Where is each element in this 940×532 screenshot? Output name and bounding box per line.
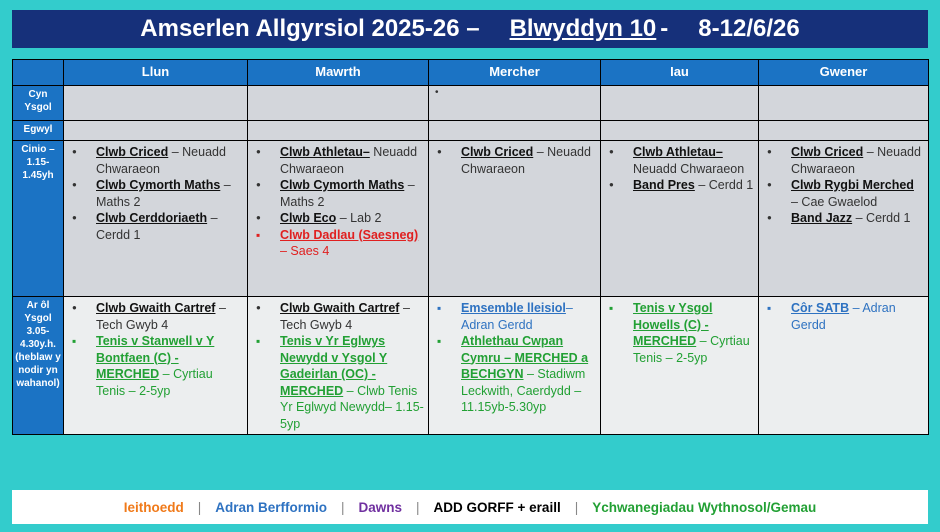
- row-ar-ol-ysgol: [13, 297, 929, 435]
- club-name: Athlethau Cwpan Cymru – MERCHED a BECHGYN: [461, 334, 589, 381]
- cell: [64, 86, 248, 121]
- cell: [429, 86, 601, 121]
- bullet-icon: ●: [72, 213, 77, 222]
- activity-list: [252, 300, 424, 432]
- club-name: Band Jazz: [791, 211, 853, 225]
- club-location: – Neuadd Chwaraeon: [461, 145, 591, 176]
- activity-list: [605, 300, 754, 366]
- cell: [601, 141, 759, 297]
- cell: [759, 297, 929, 435]
- bullet-icon: ●: [767, 180, 772, 189]
- activity-item: [252, 210, 424, 227]
- activity-list: [68, 300, 243, 399]
- legend-item: Ychwanegiadau Wythnosol/Gemau: [592, 499, 817, 515]
- club-location: – Adran Gerdd: [461, 301, 573, 332]
- legend-separator: |: [341, 499, 345, 515]
- legend-item: Dawns: [358, 499, 403, 515]
- club-name: Clwb Gwaith Cartref: [280, 301, 400, 315]
- cell: [64, 141, 248, 297]
- activity-item: [252, 177, 424, 210]
- club-name: Clwb Criced: [96, 145, 169, 159]
- club-location: Neuadd Chwaraeon: [280, 145, 418, 176]
- club-name: Clwb Athletau–: [633, 145, 723, 159]
- row-egwyl: [13, 121, 929, 141]
- club-location: – Cae Gwaelod: [791, 194, 878, 209]
- club-location: – Cyrtiau Tenis – 2-5yp: [633, 334, 750, 365]
- club-location: – Adran Gerdd: [791, 301, 896, 332]
- bullet-icon: ●: [437, 147, 442, 156]
- activity-item: [68, 144, 243, 177]
- bullet-icon: ▪: [437, 334, 442, 348]
- bullet-icon: ▪: [767, 301, 772, 315]
- activity-item: [68, 300, 243, 333]
- bullet-icon: ●: [609, 147, 614, 156]
- activity-item: [433, 144, 596, 177]
- week-dates: 8-12/6/26: [698, 15, 800, 42]
- row-label: Egwyl: [13, 121, 64, 141]
- club-name: Emsemble lleisiol: [461, 301, 566, 315]
- bullet-icon: ●: [256, 147, 261, 156]
- activity-item: [763, 144, 924, 177]
- club-location: – Cerdd 1: [694, 178, 754, 192]
- cell: [248, 141, 429, 297]
- club-location: – Maths 2: [280, 178, 415, 209]
- bullet-icon: ▪: [72, 334, 77, 348]
- bullet-icon: ▪: [609, 301, 614, 315]
- cell: [429, 297, 601, 435]
- bullet-mark: •: [435, 87, 439, 98]
- activity-item: [68, 177, 243, 210]
- club-location: – Cerdd 1: [96, 211, 218, 242]
- club-location: – Neuadd Chwaraeon: [791, 145, 921, 176]
- activity-item: [68, 210, 243, 243]
- activity-item: [252, 227, 424, 260]
- page-title: Amserlen Allgyrsiol 2025-26 –: [140, 15, 480, 42]
- activity-item: [252, 300, 424, 333]
- cell: [759, 121, 929, 141]
- club-name: Clwb Athletau–: [280, 145, 370, 159]
- club-location: Neuadd Chwaraeon: [633, 161, 745, 176]
- club-location: – Neuadd Chwaraeon: [96, 145, 226, 176]
- cell: [64, 297, 248, 435]
- legend: [12, 490, 928, 524]
- club-location: – Clwb Tenis Yr Eglwyd Newydd– 1.15-5yp: [280, 383, 424, 431]
- club-location: – Lab 2: [336, 211, 382, 225]
- club-location: – Tech Gwyb 4: [96, 301, 226, 332]
- club-name: Clwb Cymorth Maths: [280, 178, 405, 192]
- bullet-icon: ●: [72, 180, 77, 189]
- club-name: Côr SATB: [791, 301, 850, 315]
- cell: [759, 86, 929, 121]
- day-header-row: [13, 60, 929, 86]
- club-name: Clwb Criced: [461, 145, 534, 159]
- cell: [248, 86, 429, 121]
- cell: [429, 141, 601, 297]
- bullet-icon: ●: [256, 303, 261, 312]
- club-name: Band Pres: [633, 178, 695, 192]
- row-cyn-ysgol: [13, 86, 929, 121]
- activity-item: [605, 300, 754, 366]
- club-name: Clwb Eco: [280, 211, 337, 225]
- club-name: Clwb Cerddoriaeth: [96, 211, 208, 225]
- club-name: Clwb Dadlau (Saesneg): [280, 227, 419, 242]
- activity-item: [605, 144, 754, 177]
- cell: [601, 86, 759, 121]
- title-dash: -: [660, 15, 669, 42]
- day-header: Mercher: [429, 60, 601, 86]
- year-group: Blwyddyn 10: [509, 15, 657, 42]
- activity-list: [433, 144, 596, 177]
- activity-item: [605, 177, 754, 194]
- bullet-icon: ●: [72, 303, 77, 312]
- corner-cell: [13, 60, 64, 86]
- bullet-icon: ●: [609, 180, 614, 189]
- bullet-icon: ●: [72, 147, 77, 156]
- club-name: Tenis v Ysgol Howells (C) - MERCHED: [633, 301, 713, 348]
- activity-list: [68, 144, 243, 243]
- day-header: Iau: [601, 60, 759, 86]
- row-label: Ar ôl Ysgol 3.05-4.30y.h. (heblaw y nodir yn wahanol): [13, 297, 64, 435]
- activity-list: [433, 300, 596, 416]
- cell: [601, 121, 759, 141]
- activity-list: [763, 300, 924, 333]
- legend-item: Ieithoedd: [123, 499, 184, 515]
- cell: [248, 297, 429, 435]
- activity-item: [763, 177, 924, 210]
- activity-list: [605, 144, 754, 194]
- legend-item: Adran Berfformio: [215, 499, 327, 515]
- club-location: – Saes 4: [280, 244, 330, 258]
- activity-item: [252, 333, 424, 432]
- day-header: Llun: [64, 60, 248, 86]
- activity-list: [763, 144, 924, 227]
- activity-item: [433, 333, 596, 416]
- cell: [601, 297, 759, 435]
- bullet-icon: ●: [256, 180, 261, 189]
- bullet-icon: ●: [767, 147, 772, 156]
- activity-item: [763, 210, 924, 227]
- club-location: – Cerdd 1: [852, 211, 911, 225]
- activity-item: [68, 333, 243, 399]
- club-name: Tenis v Stanwell v Y Bontfaen (C) - MERCHED: [96, 334, 215, 381]
- legend-separator: |: [416, 499, 420, 515]
- day-header: Gwener: [759, 60, 929, 86]
- row-cinio: [13, 141, 929, 297]
- row-label: Cyn Ysgol: [13, 86, 64, 121]
- activity-item: [763, 300, 924, 333]
- club-name: Clwb Rygbi Merched: [791, 178, 914, 192]
- cell: [759, 141, 929, 297]
- activity-item: [252, 144, 424, 177]
- activity-item: [433, 300, 596, 333]
- club-name: Clwb Cymorth Maths: [96, 178, 221, 192]
- club-location: – Tech Gwyb 4: [280, 301, 410, 332]
- bullet-icon: ▪: [256, 334, 261, 348]
- activity-list: [252, 144, 424, 260]
- club-location: – Maths 2: [96, 178, 231, 209]
- legend-separator: |: [197, 499, 202, 515]
- cell: [248, 121, 429, 141]
- row-label: Cinio – 1.15-1.45yh: [13, 141, 64, 297]
- timetable: [12, 59, 929, 435]
- bullet-icon: ▪: [256, 227, 261, 242]
- club-location: – Cyrtiau Tenis – 2-5yp: [96, 367, 213, 398]
- bullet-icon: ●: [256, 213, 261, 222]
- day-header: Mawrth: [248, 60, 429, 86]
- bullet-icon: ▪: [437, 301, 442, 315]
- club-name: Clwb Gwaith Cartref: [96, 301, 216, 315]
- club-location: – Stadiwm Leckwith, Caerdydd – 11.15yb-5.30yp: [461, 367, 586, 414]
- cell: [429, 121, 601, 141]
- title-bar: [12, 10, 928, 48]
- legend-separator: |: [574, 499, 579, 515]
- club-name: Tenis v Yr Eglwys Newydd v Ysgol Y Gadeirlan (OC) - MERCHED: [280, 334, 388, 398]
- bullet-icon: ●: [767, 213, 772, 222]
- legend-item: ADD GORFF + eraill: [433, 499, 561, 515]
- cell: [64, 121, 248, 141]
- club-name: Clwb Criced: [791, 145, 864, 159]
